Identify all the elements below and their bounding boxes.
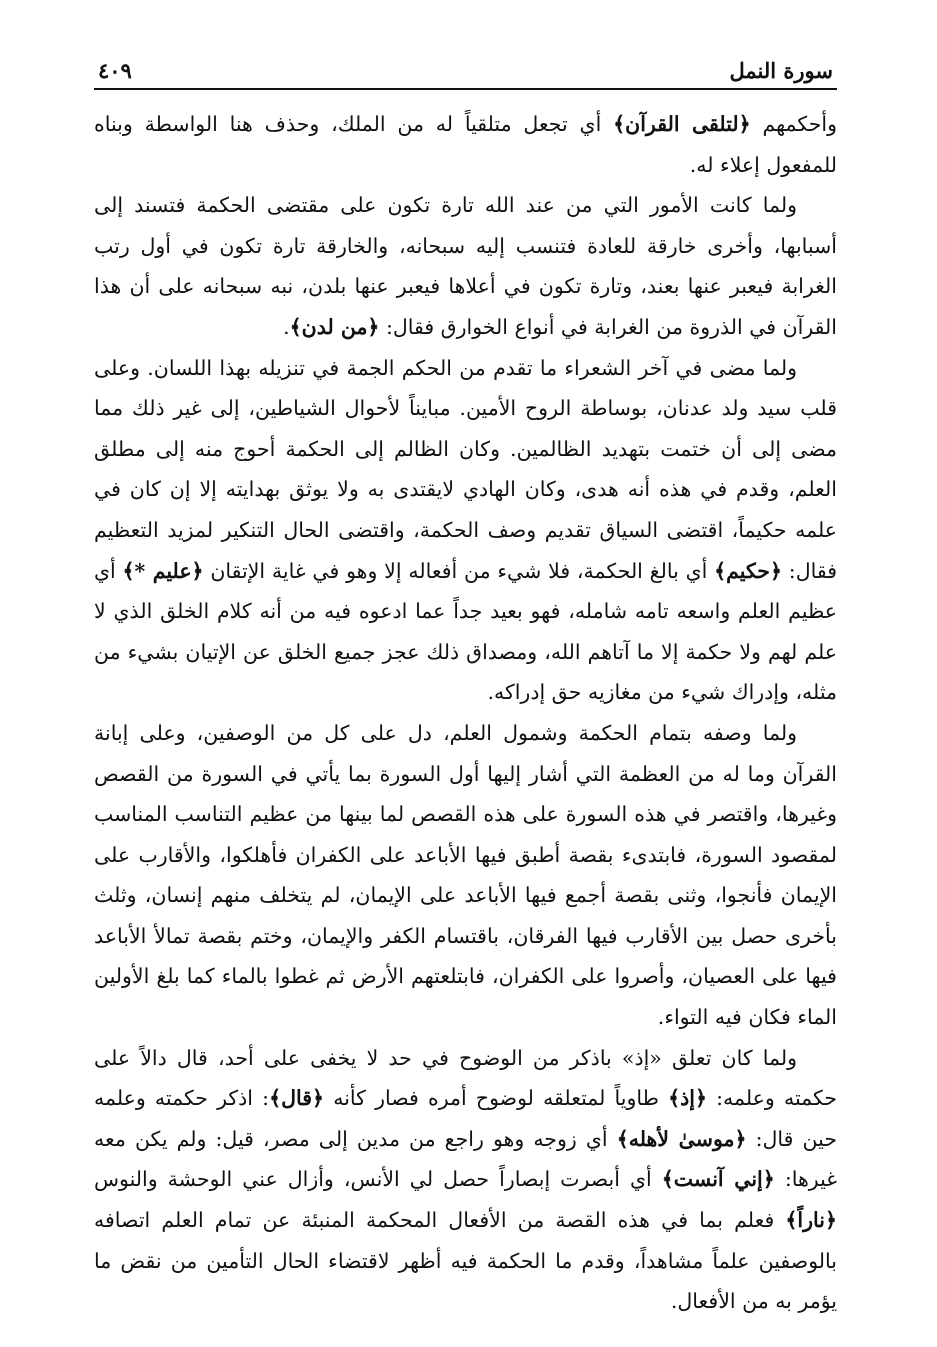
text-segment: فعلم بما في هذه القصة من الأفعال المحكمة المنبئة عن تمام العلم اتصافه بالوصفين علماً مشاهداً، وقدم ما الحكمة فيه أظهر لاقتضاء الحال التأمين من نقض ما يؤمر به من الأفعال. (94, 1208, 837, 1314)
text-segment: ولما مضى في آخر الشعراء ما تقدم من الحكم الجمة في تنزيله بهذا اللسان. وعلى قلب سيد ولد عدنان، بوساطة الروح الأمين. مبايناً لأحوال الشياطين، إلى غير ذلك مما مضى إلى أن ختمت بتهديد الظالمين. وكان الظالم إلى الحكمة أحوج منه إلى مطلق العلم، وقدم في هذه أنه هدى، وكان الهادي لايقتدى به ولا يوثق بهدايته إلا إن كان في علمه حكيماً، اقتضى السياق تقديم وصف الحكمة، واقتضى الحال التنكير لمزيد التعظيم فقال: (94, 355, 837, 583)
quran-quote: ﴿قال﴾ (269, 1086, 325, 1111)
paragraph (94, 104, 837, 185)
quran-quote: ﴿عليم *﴾ (122, 558, 204, 583)
text-segment: ولما وصفه بتمام الحكمة وشمول العلم، دل على كل من الوصفين، وعلى إبانة القرآن وما له من العظمة التي أشار إليها أول السورة بما يأتي في السورة من القصص وغيرها، واقتصر في هذه السورة على هذه القصص لما بينها من عظيم التناسب المناسب لمقصود السورة، فابتدىء بقصة أطبق فيها الأباعد على الكفران فأهلكوا، والأقارب على الإيمان فأنجوا، وثنى بقصة أجمع فيها الأباعد على الإيمان، لم يتخلف منهم إنسان، وثلث بأخرى حصل بين الأقارب فيها الفرقان، باقتسام الكفر والإيمان، وختم بقصة تمالأ الأباعد فيها على العصيان، وأصروا على الكفران، فابتلعتهم الأرض ثم غطوا بالماء كما بلغ الأولين الماء فكان فيه التواء. (94, 720, 837, 1030)
text-segment: أي زوجه وهو راجع من مدين إلى مصر، قيل: ولم يكن معه غيرها: (94, 1126, 837, 1192)
quran-quote: ﴿من لدن﴾ (289, 314, 380, 339)
text-segment: طاوياً لمتعلقه لوضوح أمره فصار كأنه (324, 1086, 669, 1111)
text-segment: وأحكمهم (750, 112, 837, 136)
paragraph (94, 185, 837, 347)
text-segment: ولما كانت الأمور التي من عند الله تارة تكون على مقتضى الحكمة فتسند إلى أسبابها، وأخرى خارقة للعادة فتنسب إليه سبحانه، والخارقة تارة تكون في أول رتب الغرابة فيعبر عنها بعند، وتارة تكون في أعلاها فيعبر عنها بلدن، نبه سبحانه على أن هذا القرآن في الذروة من الغرابة في أنواع الخوارق فقال: (94, 193, 837, 339)
text-segment: : اذكر حكمته وعلمه حين قال: (94, 1086, 837, 1151)
quran-quote: ﴿إذ﴾ (668, 1086, 707, 1111)
page-body (94, 104, 837, 1322)
quran-quote: ﴿موسىٰ لأهله﴾ (616, 1126, 747, 1151)
text-segment: أي بالغ الحكمة، فلا شيء من أفعاله إلا وهو في غاية الإتقان (203, 558, 715, 583)
quran-quote: ﴿حكيم﴾ (714, 558, 782, 583)
text-segment: أي أبصرت إبصاراً حصل لي الأنس، وأزال عني الوحشة والنوس (94, 1167, 662, 1192)
text-segment: . (283, 314, 290, 339)
surah-title: سورة النمل (729, 58, 833, 83)
quran-quote: ﴿لتلقى القرآن﴾ (613, 112, 751, 136)
text-segment: أي عظيم العلم واسعه تامه شامله، فهو بعيد جداً عما ادعوه فيه من أنه كلام الخلق الذي لا علم لهم ولا حكمة إلا ما آتاهم الله، ومصداق ذلك عجز جميع الخلق عن الإتيان بشيء من مثله، وإدراك شيء من مغازيه حق إدراكه. (94, 558, 837, 705)
paragraph (94, 348, 837, 713)
paragraph (94, 713, 837, 1038)
page-header (94, 58, 837, 90)
text-segment: ولما كان تعلق «إذ» باذكر من الوضوح في حد لا يخفى على أحد، قال دالاً على حكمته وعلمه: (94, 1045, 837, 1111)
paragraph (94, 1038, 837, 1322)
quran-quote: ﴿إني آنست﴾ (661, 1167, 775, 1192)
text-segment: أي تجعل متلقياً له من الملك، وحذف هنا الواسطة وبناه للمفعول إعلاء له. (94, 112, 837, 177)
page-number: ٤٠٩ (98, 58, 132, 83)
quran-quote: ﴿ناراً﴾ (785, 1208, 837, 1233)
